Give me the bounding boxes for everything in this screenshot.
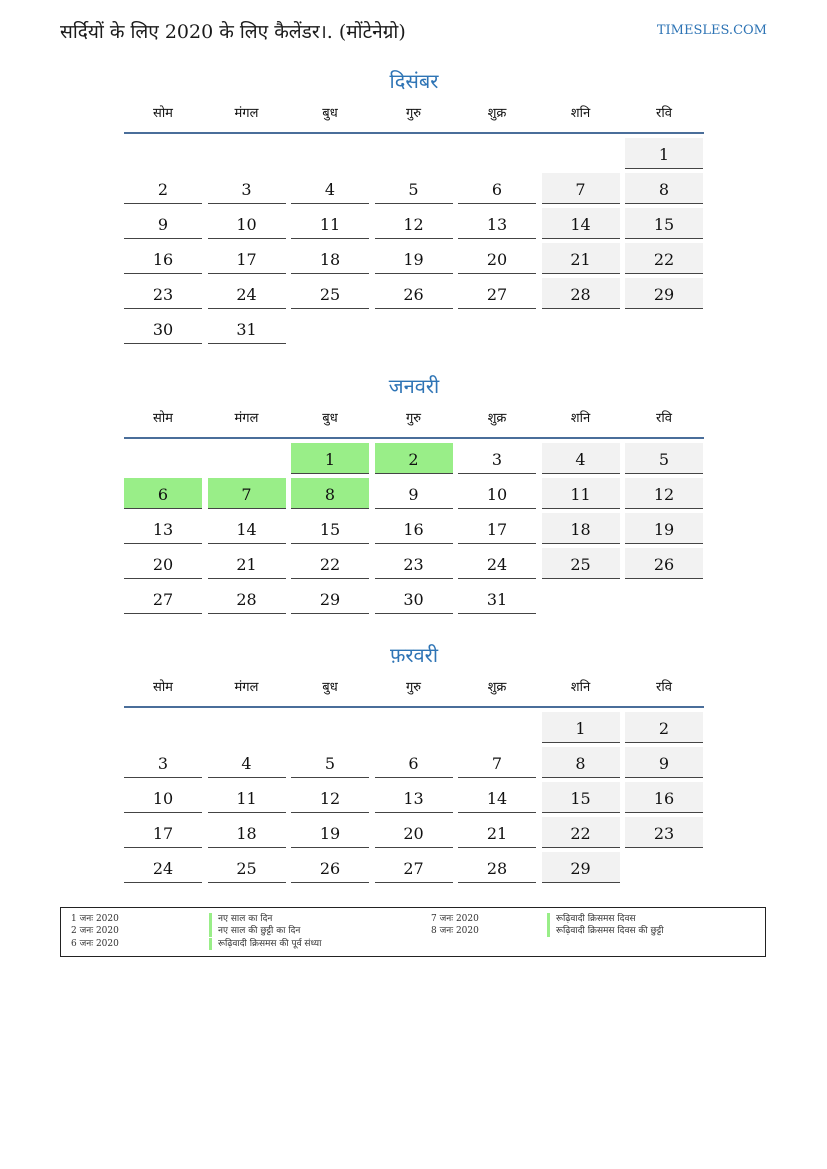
day-cell: 8: [542, 747, 620, 778]
weekday-header: [124, 96, 704, 134]
day-cell: 14: [458, 782, 536, 813]
day-cell: 7: [458, 747, 536, 778]
day-cell: 4: [291, 173, 369, 204]
day-cell: 21: [458, 817, 536, 848]
day-cell: 19: [625, 513, 703, 544]
legend-date: 8 जनः 2020: [431, 926, 479, 936]
weekday-label: मंगल: [234, 106, 259, 121]
legend-holiday-name: रूढ़िवादी क्रिसमस दिवस की छुट्टी: [547, 925, 664, 937]
day-grid: [124, 138, 704, 344]
day-cell: 15: [291, 513, 369, 544]
page-title: सर्दियों के लिए 2020 के लिए कैलेंडर।. (मोंटेनेग्रो): [60, 21, 406, 43]
month-december: [124, 66, 704, 344]
empty-cell: [208, 443, 286, 474]
month-february: [124, 640, 704, 883]
month-title: फ़रवरी: [389, 643, 439, 667]
day-cell: 12: [625, 478, 703, 509]
day-cell: 21: [542, 243, 620, 274]
empty-cell: [375, 712, 453, 743]
day-cell: 6: [124, 478, 202, 509]
weekday-label: शुक्र: [487, 106, 507, 121]
day-cell: 17: [124, 817, 202, 848]
weekday-label: शुक्र: [487, 411, 507, 426]
weekday-label: शनि: [570, 680, 591, 695]
day-cell: 12: [291, 782, 369, 813]
day-cell: 24: [458, 548, 536, 579]
day-cell: 21: [208, 548, 286, 579]
weekday-label: रवि: [656, 680, 672, 695]
day-cell: 24: [124, 852, 202, 883]
day-cell: 1: [625, 138, 703, 169]
day-cell: 1: [291, 443, 369, 474]
empty-cell: [291, 138, 369, 169]
weekday-label: शुक्र: [487, 680, 507, 695]
day-cell: 29: [291, 583, 369, 614]
day-cell: 20: [124, 548, 202, 579]
weekday-label: बुध: [322, 680, 338, 695]
empty-cell: [458, 712, 536, 743]
weekday-label: सोम: [153, 680, 173, 695]
day-cell: 6: [458, 173, 536, 204]
empty-cell: [124, 443, 202, 474]
day-cell: 18: [208, 817, 286, 848]
day-cell: 3: [208, 173, 286, 204]
day-cell: 19: [375, 243, 453, 274]
holiday-legend: [60, 907, 766, 957]
month-title: जनवरी: [388, 374, 440, 398]
day-cell: 31: [208, 313, 286, 344]
day-cell: 29: [542, 852, 620, 883]
day-cell: 30: [124, 313, 202, 344]
weekday-label: रवि: [656, 106, 672, 121]
day-cell: 2: [625, 712, 703, 743]
day-cell: 4: [208, 747, 286, 778]
legend-date: 1 जनः 2020: [71, 914, 119, 924]
day-cell: 10: [208, 208, 286, 239]
weekday-label: बुध: [322, 411, 338, 426]
day-cell: 20: [375, 817, 453, 848]
weekday-label: मंगल: [234, 411, 259, 426]
legend-holiday-name: नए साल का दिन: [209, 913, 272, 925]
empty-cell: [124, 138, 202, 169]
weekday-label: गुरु: [405, 680, 422, 695]
day-cell: 28: [542, 278, 620, 309]
empty-cell: [124, 712, 202, 743]
day-cell: 8: [291, 478, 369, 509]
day-cell: 23: [625, 817, 703, 848]
legend-date: 2 जनः 2020: [71, 926, 119, 936]
weekday-label: शनि: [570, 411, 591, 426]
day-grid: [124, 712, 704, 883]
weekday-label: सोम: [153, 411, 173, 426]
legend-date: 6 जनः 2020: [71, 939, 119, 949]
empty-cell: [208, 712, 286, 743]
day-cell: 30: [375, 583, 453, 614]
day-cell: 17: [458, 513, 536, 544]
day-cell: 28: [458, 852, 536, 883]
empty-cell: [291, 712, 369, 743]
day-cell: 28: [208, 583, 286, 614]
day-cell: 22: [291, 548, 369, 579]
day-cell: 9: [124, 208, 202, 239]
day-cell: 9: [625, 747, 703, 778]
day-cell: 26: [375, 278, 453, 309]
day-cell: 11: [208, 782, 286, 813]
legend-date: 7 जनः 2020: [431, 914, 479, 924]
day-cell: 27: [124, 583, 202, 614]
day-cell: 22: [625, 243, 703, 274]
day-cell: 26: [291, 852, 369, 883]
day-cell: 24: [208, 278, 286, 309]
day-cell: 25: [542, 548, 620, 579]
empty-cell: [458, 138, 536, 169]
day-cell: 23: [375, 548, 453, 579]
day-cell: 17: [208, 243, 286, 274]
day-cell: 1: [542, 712, 620, 743]
day-cell: 16: [375, 513, 453, 544]
legend-holiday-name: रूढ़िवादी क्रिसमस की पूर्व संध्या: [209, 938, 321, 950]
weekday-label: गुरु: [405, 411, 422, 426]
legend-holiday-name: रूढ़िवादी क्रिसमस दिवस: [547, 913, 636, 925]
day-cell: 15: [625, 208, 703, 239]
day-cell: 7: [542, 173, 620, 204]
weekday-label: शनि: [570, 106, 591, 121]
day-cell: 5: [291, 747, 369, 778]
month-january: [124, 371, 704, 614]
day-cell: 3: [124, 747, 202, 778]
weekday-label: बुध: [322, 106, 338, 121]
day-cell: 13: [458, 208, 536, 239]
weekday-label: मंगल: [234, 680, 259, 695]
day-cell: 23: [124, 278, 202, 309]
day-grid: [124, 443, 704, 614]
day-cell: 14: [208, 513, 286, 544]
day-cell: 5: [625, 443, 703, 474]
day-cell: 2: [375, 443, 453, 474]
day-cell: 15: [542, 782, 620, 813]
day-cell: 19: [291, 817, 369, 848]
day-cell: 7: [208, 478, 286, 509]
empty-cell: [208, 138, 286, 169]
day-cell: 13: [375, 782, 453, 813]
empty-cell: [375, 138, 453, 169]
legend-holiday-name: नए साल की छुट्टी का दिन: [209, 925, 300, 937]
day-cell: 9: [375, 478, 453, 509]
day-cell: 22: [542, 817, 620, 848]
day-cell: 11: [542, 478, 620, 509]
weekday-label: रवि: [656, 411, 672, 426]
day-cell: 11: [291, 208, 369, 239]
day-cell: 3: [458, 443, 536, 474]
day-cell: 26: [625, 548, 703, 579]
day-cell: 29: [625, 278, 703, 309]
day-cell: 10: [124, 782, 202, 813]
day-cell: 2: [124, 173, 202, 204]
day-cell: 20: [458, 243, 536, 274]
day-cell: 10: [458, 478, 536, 509]
day-cell: 25: [291, 278, 369, 309]
day-cell: 13: [124, 513, 202, 544]
day-cell: 14: [542, 208, 620, 239]
weekday-label: सोम: [153, 106, 173, 121]
day-cell: 25: [208, 852, 286, 883]
day-cell: 18: [291, 243, 369, 274]
day-cell: 5: [375, 173, 453, 204]
site-link[interactable]: TIMESLES.COM: [656, 23, 767, 38]
weekday-header: [124, 670, 704, 708]
day-cell: 31: [458, 583, 536, 614]
empty-cell: [542, 138, 620, 169]
day-cell: 27: [375, 852, 453, 883]
day-cell: 18: [542, 513, 620, 544]
day-cell: 6: [375, 747, 453, 778]
day-cell: 4: [542, 443, 620, 474]
weekday-label: गुरु: [405, 106, 422, 121]
month-title: दिसंबर: [389, 69, 439, 93]
day-cell: 16: [124, 243, 202, 274]
day-cell: 27: [458, 278, 536, 309]
weekday-header: [124, 401, 704, 439]
day-cell: 16: [625, 782, 703, 813]
day-cell: 8: [625, 173, 703, 204]
day-cell: 12: [375, 208, 453, 239]
